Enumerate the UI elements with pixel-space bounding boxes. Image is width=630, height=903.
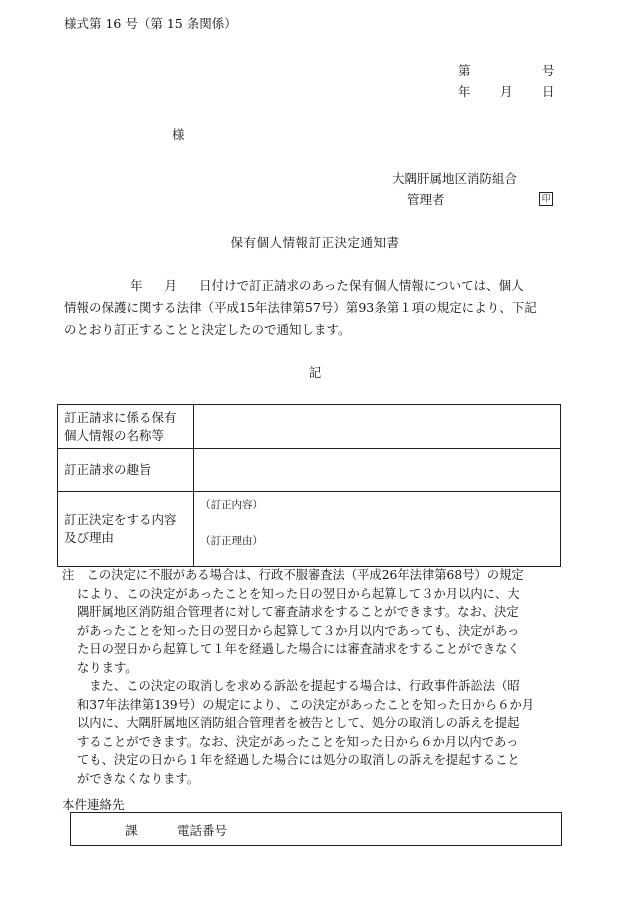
note-line: また、この決定の取消しを求める訴訟を提起する場合は、行政事件訴訟法（昭	[77, 679, 520, 693]
row-value-cell[interactable]	[194, 405, 561, 449]
document-title: 保有個人情報訂正決定通知書	[230, 235, 400, 250]
row-label-line: 及び理由	[64, 530, 115, 545]
body-month: 月	[164, 278, 178, 293]
row-label-line: 訂正決定をする内容	[64, 512, 177, 527]
note-line: なります。	[77, 660, 138, 675]
row-label-line: 訂正請求の趣旨	[64, 462, 152, 477]
sender-title: 管理者	[407, 192, 445, 207]
row-label-line: 個人情報の名称等	[64, 427, 165, 443]
date-year: 年	[458, 84, 471, 99]
body-line-1-text: 日付けで訂正請求のあった保有個人情報については、個人	[199, 278, 524, 293]
document-number-go: 号	[542, 63, 555, 78]
recipient-honorific: 様	[172, 127, 185, 142]
correction-reason-label: （訂正理由）	[200, 535, 263, 547]
note-line: 注 この決定に不服がある場合は、行政不服審査法（平成26年法律第68号）の規定	[62, 568, 524, 582]
table-row	[58, 492, 561, 567]
sender-organization: 大隅肝属地区消防組合	[392, 171, 518, 186]
body-paragraph	[64, 275, 570, 341]
seal-mark: 印	[539, 192, 553, 206]
row-value-cell[interactable]	[194, 449, 561, 492]
date-day: 日	[542, 84, 555, 99]
document-number-dai: 第	[458, 63, 471, 78]
note-line: することができます。なお、決定があったことを知った日から６か月以内であっ	[77, 734, 519, 749]
body-line-2: 情報の保護に関する法律（平成15年法律第57号）第93条第１項の規定により、下記	[64, 300, 537, 315]
note-line: 隅肝属地区消防組合管理者に対して審査請求をすることができます。なお、決定	[77, 605, 519, 619]
note-line: ても、決定の日から１年を経過した場合には処分の取消しの訴えを提起すること	[77, 753, 520, 767]
table-row	[58, 449, 561, 492]
body-line-1	[64, 275, 570, 297]
row-label-cell	[58, 492, 194, 567]
detail-table	[57, 404, 561, 567]
note-line: 和37年法律第139号）の規定により、この決定があったことを知った日から６か月	[77, 697, 535, 712]
date-row	[458, 82, 558, 100]
note-line: 以内に、大隅肝属地区消防組合管理者を被告として、処分の取消しの訴えを提起	[77, 716, 520, 730]
form-number: 様式第 16 号（第 15 条関係）	[64, 16, 237, 31]
document-number-row	[458, 61, 558, 79]
ki-heading: 記	[308, 365, 322, 380]
contact-phone: 電話番号	[177, 823, 228, 838]
body-line-3: のとおり訂正することと決定したので通知します。	[64, 322, 351, 337]
note-block	[62, 566, 572, 788]
table-row	[58, 405, 561, 449]
note-line: があったことを知った日の翌日から起算して３か月以内であっても、決定があっ	[77, 623, 520, 638]
body-year: 年	[130, 278, 143, 293]
note-line: により、この決定があったことを知った日の翌日から起算して３か月以内に、大	[77, 586, 520, 601]
note-line: ができなくなります。	[77, 771, 199, 786]
row-label-line: 訂正請求に係る保有	[64, 409, 177, 425]
date-month: 月	[500, 84, 513, 99]
row-label-cell	[58, 449, 194, 492]
correction-content-label: （訂正内容）	[200, 499, 263, 511]
row-label-cell	[58, 405, 194, 449]
contact-label: 本件連絡先	[62, 797, 125, 812]
note-line: た日の翌日から起算して１年を経過した場合には審査請求をすることができなく	[77, 642, 520, 656]
contact-section: 課	[125, 823, 138, 838]
row-value-cell[interactable]	[194, 492, 561, 567]
contact-box	[70, 812, 562, 846]
